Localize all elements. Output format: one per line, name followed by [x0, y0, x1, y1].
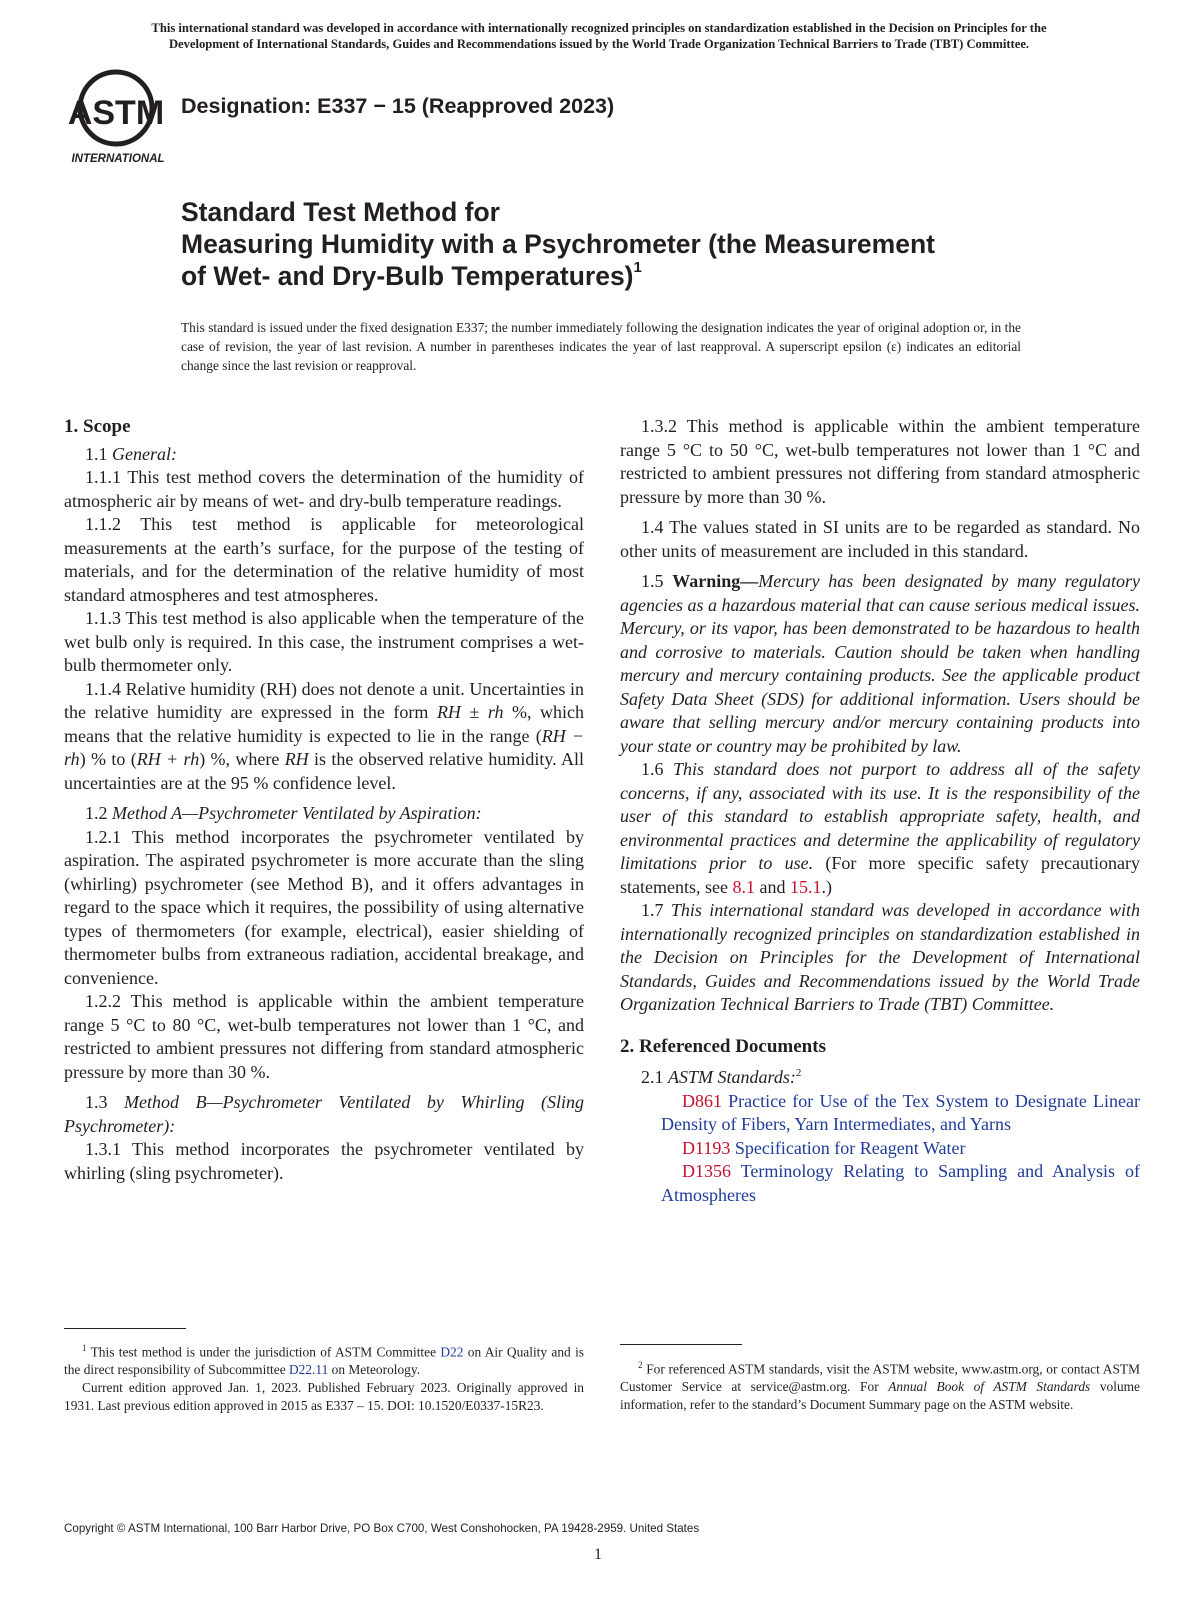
footnote-1: $^1$ This test method is under the jurisdiction of ASTM Committee D22 on Air Quality and is the direct responsibility of Subcommittee D22.11 on Meteorology. Current edition approved Jan. 1, 2023. Published February 2023. Originally approved in 1931. Last previous edition approved in 2015 as E337 – 15. DOI: 10.1520/E0337-15R23.	[64, 1343, 584, 1414]
section-heading-referenced: 2. Referenced Documents	[620, 1035, 826, 1057]
para-1-3-1: 1.3.1 This method incorporates the psychrometer ventilated by whirling (sling psychrometer).	[64, 1139, 584, 1183]
title-footnote-ref[interactable]: 1	[633, 259, 642, 276]
para-1-1-4: 1.1.4 Relative humidity (RH) does not denote a unit. Uncertainties in the relative humidity are expressed in the form RH ± rh %, which means that the relative humidity is expected to lie in the range (RH − rh) % to (RH + rh) %, where RH is the observed relative humidity. All uncertainties are at the 95 % confidence level.	[64, 678, 585, 793]
para-1-1: 1.1 General:	[85, 443, 177, 464]
link-section-8-1[interactable]: 8.1	[732, 876, 755, 897]
astm-logo	[66, 66, 170, 166]
para-1-3-2: 1.3.2 This method is applicable within the ambient temperature range 5 °C to 50 °C, wet-bulb temperatures not lower than 1 °C and restricted to ambient pressures not differing from standard atmospheric pressure by more than 30 %.	[620, 416, 1140, 507]
para-1-1-2: 1.1.2 This test method is applicable for meteorological measurements at the earth’s surface, for the purpose of the testing of materials, and for the determination of the relative humidity of most standard atmospheres and test atmospheres.	[64, 514, 584, 605]
left-column	[64, 415, 584, 1185]
ref-code: D1193	[682, 1137, 731, 1158]
ref-title: Terminology Relating to Sampling and Analysis of Atmospheres	[661, 1161, 1140, 1205]
para-1-1-3: 1.1.3 This test method is also applicable when the temperature of the wet bulb only is required. In this case, the instrument comprises a wet-bulb thermometer only.	[64, 608, 584, 675]
ref-code: D861	[682, 1090, 722, 1111]
footnote-ref-2[interactable]: 2	[795, 1067, 802, 1079]
right-column	[620, 415, 1140, 1207]
copyright: Copyright © ASTM International, 100 Barr Harbor Drive, PO Box C700, West Conshohocken, PA 19428-2959. United States	[64, 1522, 700, 1535]
footnote-rule-left	[64, 1328, 186, 1329]
warning-label: Warning—	[672, 571, 759, 591]
ref-item[interactable]	[620, 1160, 1140, 1207]
para-1-4: 1.4 The values stated in SI units are to be regarded as standard. No other units of measurement are included in this standard.	[620, 517, 1140, 561]
ref-code: D1356	[682, 1161, 731, 1181]
para-1-2-1: 1.2.1 This method incorporates the psychrometer ventilated by aspiration. The aspirated psychrometer is more accurate than the sling (whirling) psychrometer (see Method B), and it offers advantages in regard to the space which it requires, the possibility of using alternative types of thermometers (for example, electrical), easier shielding of thermometer bulbs from extraneous radiation, accidental breakage, and convenience.	[64, 826, 584, 988]
title-line-2: Measuring Humidity with a Psychrometer (the Measurement	[181, 229, 935, 259]
logo-text: ASTM	[67, 94, 165, 132]
section-heading-scope: 1. Scope	[64, 416, 131, 437]
ref-title: Practice for Use of the Tex System to Designate Linear Density of Fibers, Yarn Intermediates, and Yarns	[661, 1090, 1140, 1134]
ref-item[interactable]	[620, 1090, 1140, 1137]
para-1-5: 1.5 Warning—Mercury has been designated by many regulatory agencies as a hazardous material that can cause serious medical issues. Mercury, or its vapor, has been demonstrated to be hazardous to health and corrosive to materials. Caution should be taken when handling mercury and mercury containing products. See the applicable product Safety Data Sheet (SDS) for additional information. Users should be aware that selling mercury and/or mercury containing products into your state or country may be prohibited by law.	[620, 571, 1140, 756]
para-1-6: 1.6 This standard does not purport to address all of the safety concerns, if any, associated with its use. It is the responsibility of the user of this standard to establish appropriate safety, health, and environmental practices and determine the applicability of regulatory limitations prior to use. (For more specific safety precautionary statements, see 8.1 and 15.1.)	[620, 759, 1140, 897]
footnote-rule-right	[620, 1344, 742, 1345]
logo-subtext: INTERNATIONAL	[71, 153, 165, 165]
para-2-1: 2.1 ASTM Standards:$^2$	[641, 1067, 802, 1087]
designation: Designation: E337 − 15 (Reapproved 2023)	[181, 94, 615, 118]
issuance-notice: This standard is issued under the fixed designation E337; the number immediately following the designation indicates the year of original adoption or, in the case of revision, the year of last revision. A number in parentheses indicates the year of last reapproval. A superscript epsilon (ε) indicates an editorial change since the last revision or reapproval.	[181, 320, 1021, 373]
banner-line-1: This international standard was developed in accordance with internationally recognized principles on standardization established in the Decision on Principles for the	[151, 21, 1047, 35]
ref-title: Specification for Reagent Water	[734, 1137, 966, 1158]
link-d22-11[interactable]: D22.11	[289, 1362, 329, 1378]
para-1-3: 1.3 Method B—Psychrometer Ventilated by Whirling (Sling Psychrometer):	[64, 1092, 584, 1136]
para-1-7: 1.7 This international standard was developed in accordance with internationally recognized principles on standardization established in the Decision on Principles for the Development of International Standards, Guides and Recommendations issued by the World Trade Organization Technical Barriers to Trade (TBT) Committee.	[620, 900, 1140, 1014]
para-1-2: 1.2 Method A—Psychrometer Ventilated by Aspiration:	[85, 803, 482, 823]
banner-line-2: Development of International Standards, Guides and Recommendations issued by the World Trade Organization Technical Barriers to Trade (TBT) Committee.	[168, 37, 1030, 51]
tbt-banner	[60, 20, 1138, 52]
para-1-1-1: 1.1.1 This test method covers the determination of the humidity of atmospheric air by means of wet- and dry-bulb temperature readings.	[64, 467, 584, 511]
para-1-2-2: 1.2.2 This method is applicable within the ambient temperature range 5 °C to 80 °C, wet-bulb temperatures not lower than 1 °C, and restricted to ambient pressures not differing from standard atmospheric pressure by more than 30 %.	[64, 991, 584, 1082]
title-line-1: Standard Test Method for	[181, 197, 500, 227]
link-section-15-1[interactable]: 15.1	[789, 876, 822, 897]
title-line-3: of Wet- and Dry-Bulb Temperatures)	[181, 261, 634, 291]
ref-item[interactable]	[620, 1137, 1140, 1161]
page-number: 1	[594, 1546, 602, 1563]
footnote-2: $^2$ For referenced ASTM standards, visit the ASTM website, www.astm.org, or contact ASTM Customer Service at service@astm.org. For Annual Book of ASTM Standards volume information, refer to the standard’s Document Summary page on the ASTM website.	[620, 1360, 1140, 1413]
document-title	[181, 196, 1081, 292]
link-d22[interactable]: D22	[440, 1344, 464, 1360]
